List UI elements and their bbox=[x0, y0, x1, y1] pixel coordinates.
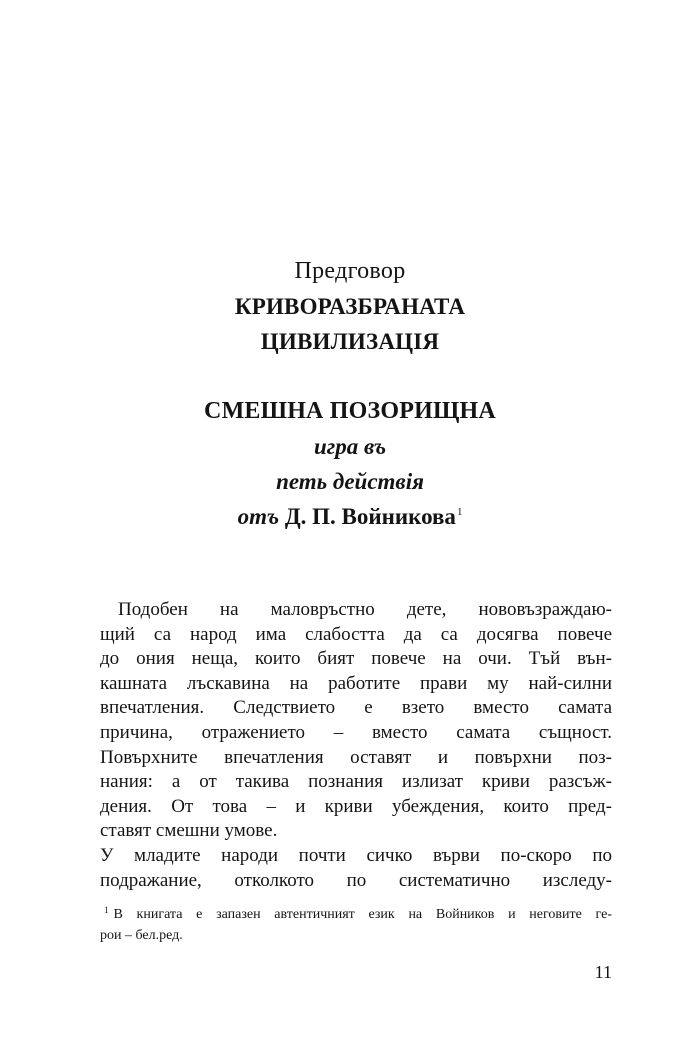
text-line: У младите народи почти сичко върви по-скоро по bbox=[100, 844, 612, 866]
text-line: до ония неща, които бият повече на очи. Тъй вън- bbox=[100, 648, 612, 670]
footnote-marker: 1 bbox=[104, 905, 109, 915]
paragraph bbox=[100, 844, 612, 893]
text-line: причина, отражението – вместо самата същност. bbox=[100, 721, 612, 743]
author-name: Д. П. Войникова bbox=[284, 504, 456, 529]
text-line: Повърхните впечатления оставят и повърхни поз- bbox=[100, 746, 612, 768]
text-line: ставят смешни умове. bbox=[100, 820, 278, 842]
genre-line-1: игра въ bbox=[313, 434, 387, 459]
body-text bbox=[100, 598, 612, 893]
text-line: подражание, отколкото по систематично изследу- bbox=[100, 869, 612, 891]
footnote-line bbox=[100, 904, 612, 925]
play-subtitle: СМЕШНА ПОЗОРИЩНА bbox=[204, 398, 496, 424]
footnote bbox=[100, 904, 612, 946]
preface-heading bbox=[0, 254, 700, 359]
footnote-text: В книгата е запазен автентичният език на Войников и неговите ге- bbox=[113, 907, 612, 922]
text-line: нания: а от такива познания излизат криви разсъж- bbox=[100, 771, 612, 793]
byline bbox=[0, 499, 700, 534]
page-number: 11 bbox=[594, 962, 612, 982]
text-line: кашната лъскавина на работите прави му най-силни bbox=[100, 672, 612, 694]
genre-line-2: петь действія bbox=[276, 469, 424, 494]
preface-label: Предговор bbox=[294, 258, 406, 284]
footnote-line: рои – бел.ред. bbox=[100, 928, 183, 943]
play-description bbox=[0, 394, 700, 534]
footnote-reference: 1 bbox=[456, 506, 463, 518]
text-line: Подобен на маловръстно дете, нововъзраждаю- bbox=[118, 599, 612, 620]
text-line: дения. От това – и криви убеждения, които пред- bbox=[100, 795, 612, 817]
text-line: щий са народ има слабостта да са досягва повече bbox=[100, 623, 612, 645]
text-line: впечатления. Следствието е взето вместо самата bbox=[100, 697, 612, 719]
title-line-2: ЦИВИЛИЗАЦІЯ bbox=[260, 329, 440, 354]
paragraph bbox=[100, 598, 612, 844]
title-line-1: КРИВОРАЗБРАНАТА bbox=[234, 294, 466, 319]
byline-prefix: отъ bbox=[237, 504, 280, 529]
